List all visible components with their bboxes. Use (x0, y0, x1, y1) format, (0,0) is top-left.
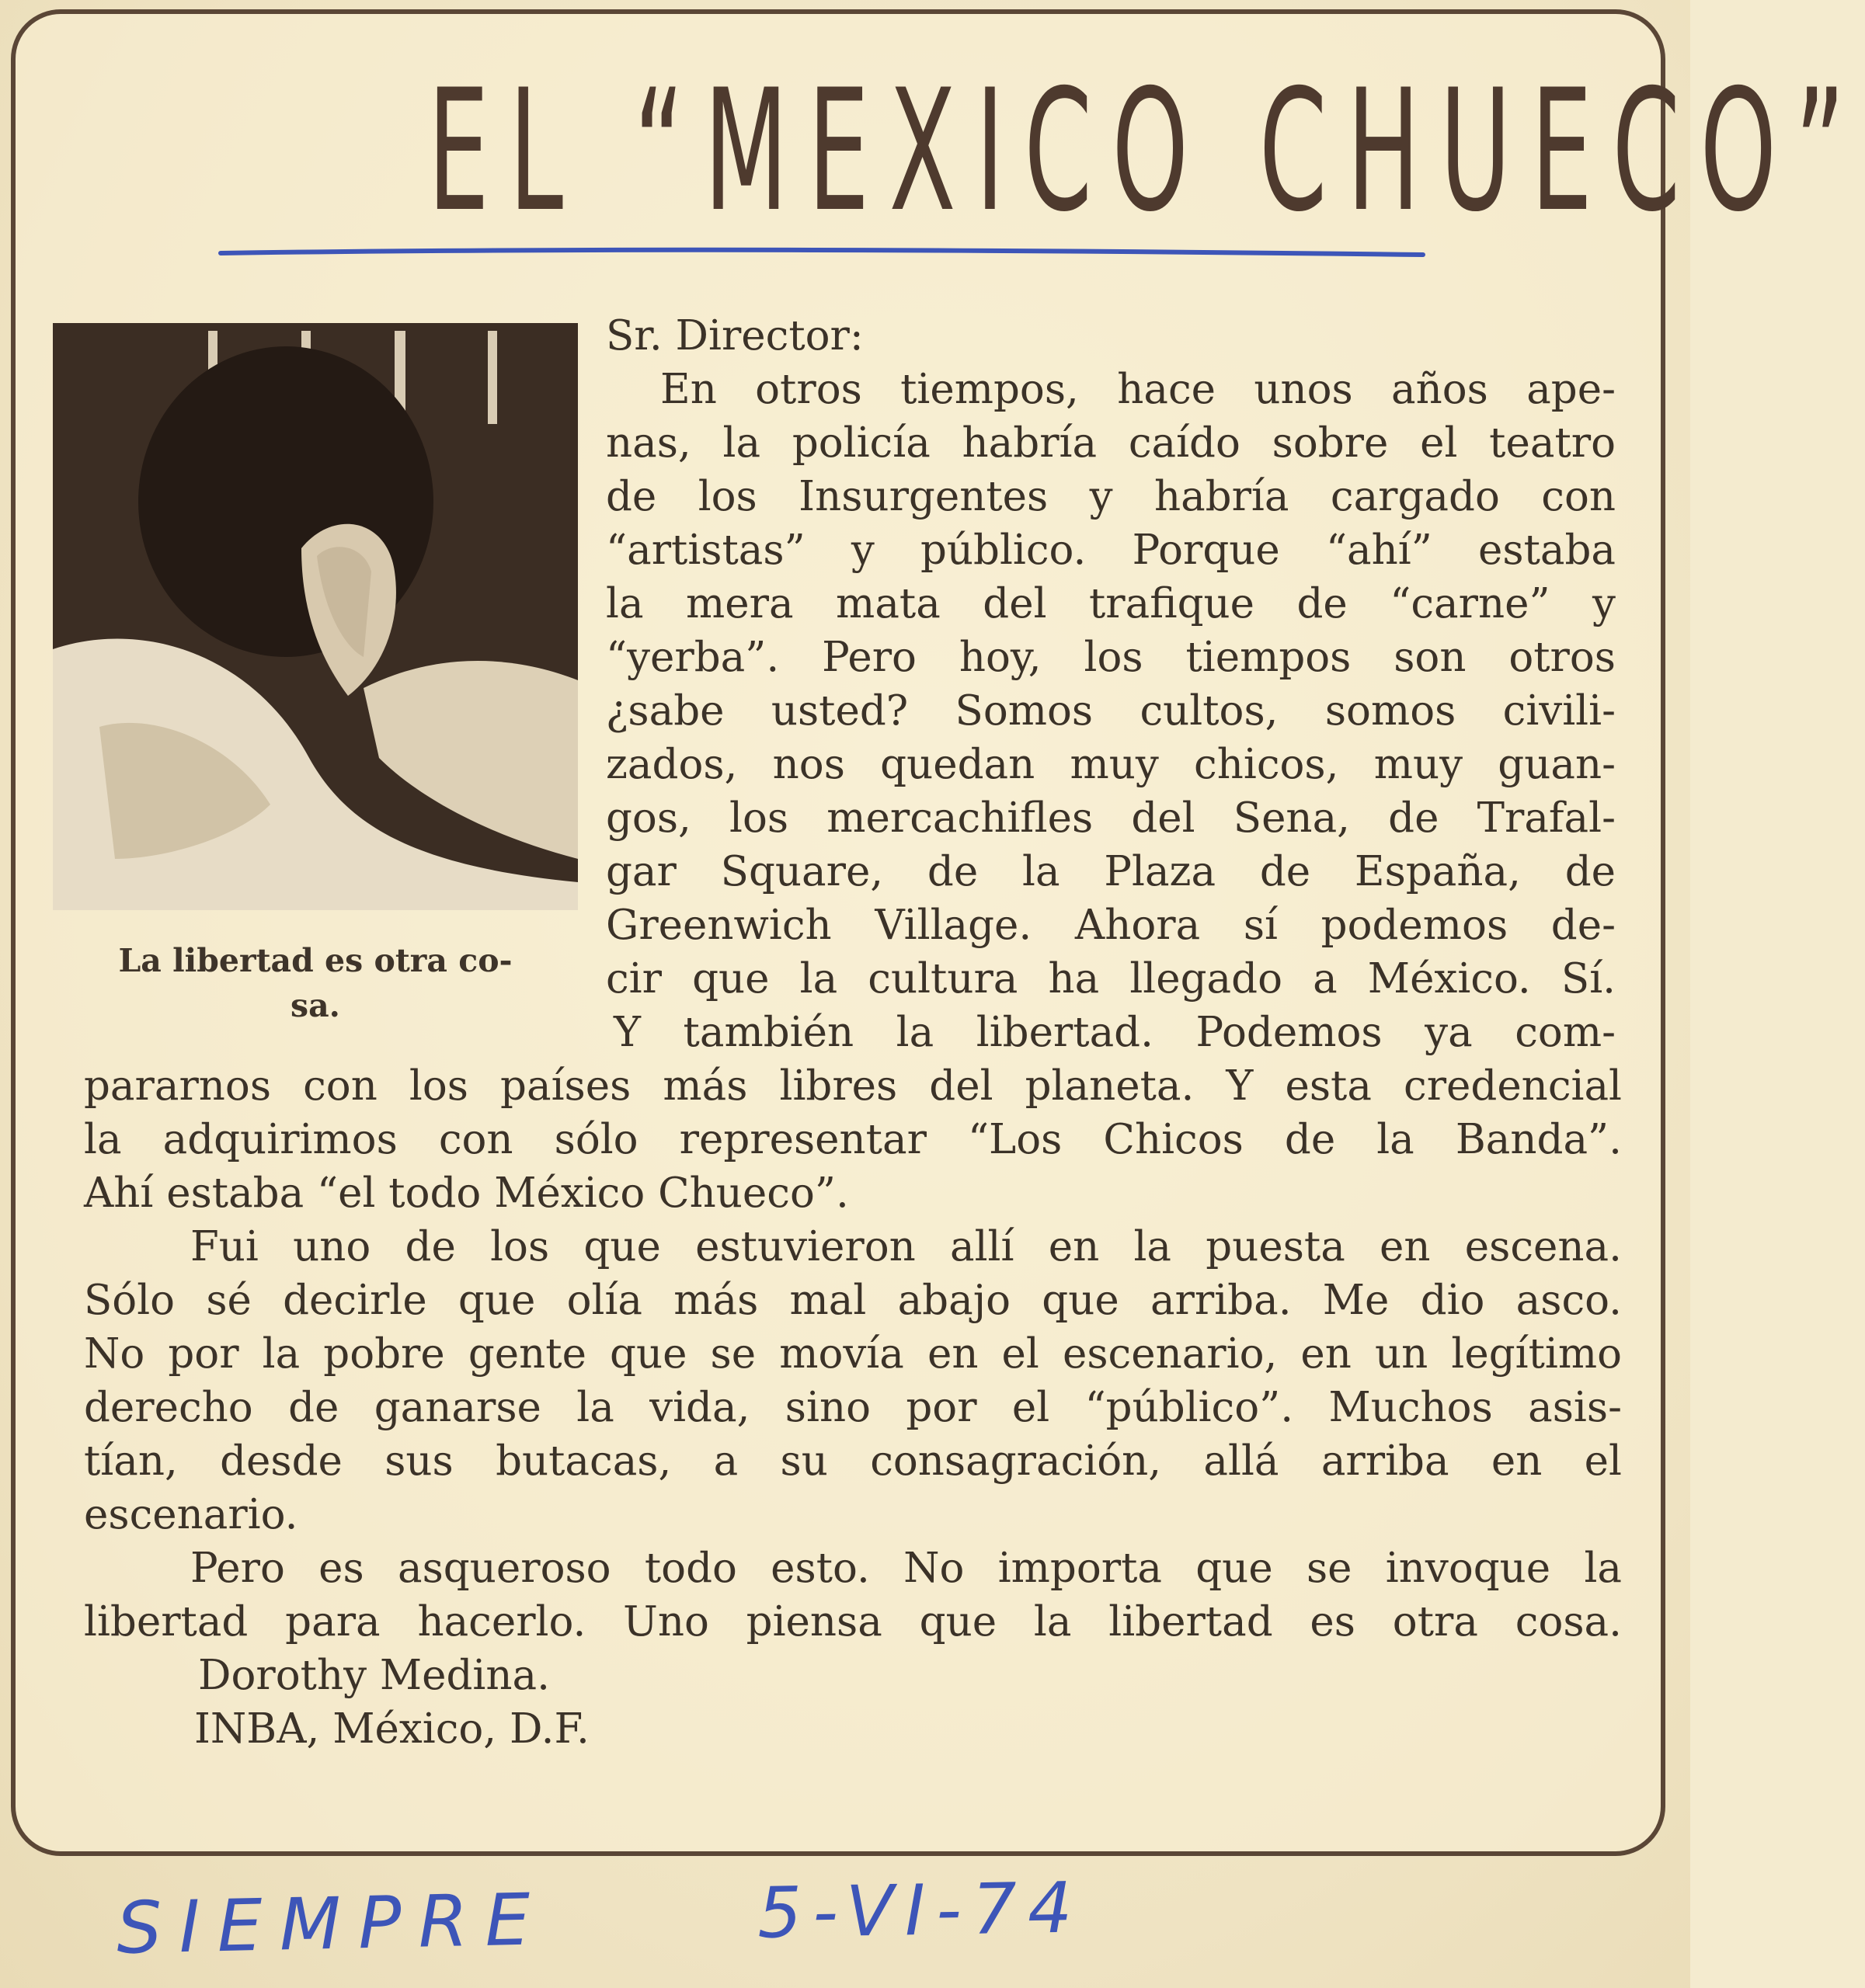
letter-line: Pero es asqueroso todo esto. No importa que se invoque la (190, 1545, 1622, 1592)
letter-line: Y también la libertad. Podemos ya com- (614, 1009, 1616, 1056)
photo-caption-line: La libertad es otra co- (118, 942, 513, 979)
letter-line: derecho de ganarse la vida, sino por el “público”. Muchos asis- (84, 1384, 1622, 1431)
letter-line: gar Square, de la Plaza de España, de (606, 848, 1616, 895)
letter-line: “artistas” y público. Porque “ahí” estaba (606, 527, 1616, 574)
handwritten-date-note: 5-VI-74 (757, 1867, 1084, 1955)
letter-line: de los Insurgentes y habría cargado con (606, 473, 1616, 520)
photo-image (53, 323, 578, 910)
headline: EL “MEXICO CHUECO” (427, 54, 1865, 248)
letter-line: la adquirimos con sólo representar “Los Chicos de la Banda”. (84, 1116, 1622, 1163)
letter-line: pararnos con los países más libres del planeta. Y esta credencial (84, 1062, 1622, 1110)
handwritten-source-note: SIEMPRE (115, 1878, 548, 1970)
letter-line: cir que la cultura ha llegado a México. Sí. (606, 955, 1616, 1003)
letter-salutation: Sr. Director: (606, 312, 864, 360)
letter-line: “yerba”. Pero hoy, los tiempos son otros (606, 634, 1616, 681)
letter-line: zados, nos quedan muy chicos, muy guan- (606, 741, 1616, 788)
photo-caption (59, 938, 572, 1028)
photo-woman-covering-face (53, 323, 578, 910)
photo-caption-line: sa. (291, 987, 340, 1024)
letter-line: Sólo sé decirle que olía más mal abajo que arriba. Me dio asco. (84, 1277, 1622, 1324)
letter-line: Greenwich Village. Ahora sí podemos de- (606, 902, 1616, 949)
letter-line: gos, los mercachifles del Sena, de Trafal- (606, 794, 1616, 842)
signature-location: INBA, México, D.F. (194, 1705, 590, 1753)
letter-line: libertad para hacerlo. Uno piensa que la libertad es otra cosa. (84, 1598, 1622, 1646)
letter-line: En otros tiempos, hace unos años ape- (660, 366, 1616, 413)
pen-underline (219, 247, 1425, 258)
letter-line: ¿sabe usted? Somos cultos, somos civili- (606, 687, 1616, 735)
letter-line: Ahí estaba “el todo México Chueco”. (84, 1170, 849, 1217)
letter-line: escenario. (84, 1491, 298, 1538)
letter-line: tían, desde sus butacas, a su consagración, allá arriba en el (84, 1437, 1622, 1485)
letter-line: nas, la policía habría caído sobre el teatro (606, 419, 1616, 467)
letter-line: No por la pobre gente que se movía en el escenario, en un legítimo (84, 1330, 1622, 1378)
letter-line: Fui uno de los que estuvieron allí en la puesta en escena. (190, 1223, 1622, 1270)
signature-name: Dorothy Medina. (198, 1652, 550, 1699)
letter-line: la mera mata del trafique de “carne” y (606, 580, 1616, 627)
